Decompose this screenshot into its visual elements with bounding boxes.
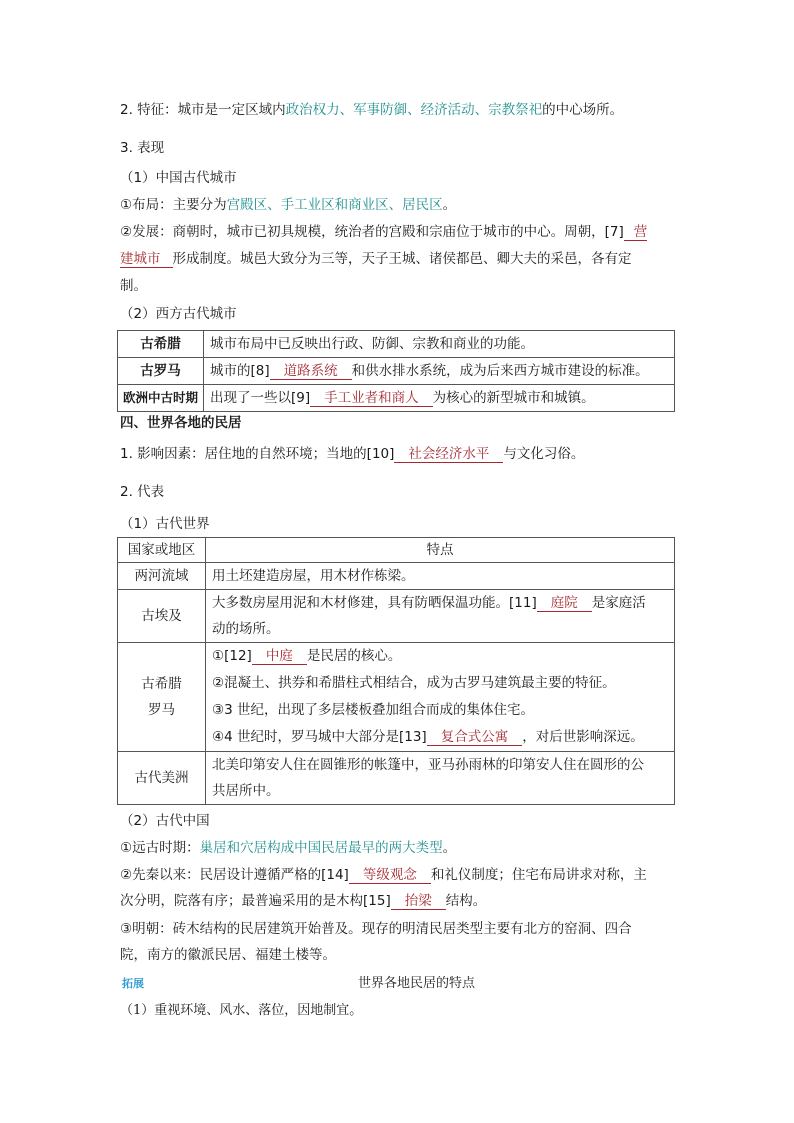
row-text: 大多数房屋用泥和木材修建，具有防晒保温功能。[11] 庭院 是家庭活 动的场所。: [206, 590, 675, 643]
row-label: 古代美洲: [118, 752, 206, 805]
answer-14: 等级观念: [349, 867, 431, 884]
answer-13: 复合式公寓: [427, 729, 523, 746]
table-row: [118, 331, 675, 358]
biaoxian-heading: 3. 表现: [120, 140, 165, 156]
ancient-world-heading: （1）古代世界: [120, 516, 210, 532]
row-label: 古埃及: [118, 590, 206, 643]
row-label: 古希腊: [118, 331, 204, 358]
row-text: 城市布局中已反映出行政、防御、宗教和商业的功能。: [204, 331, 675, 358]
table-row: [118, 385, 675, 412]
answer-8: 道路系统: [270, 363, 352, 380]
row-text: 用土坯建造房屋，用木材作栋梁。: [206, 563, 675, 590]
table-row: [118, 643, 675, 752]
dev-line-2: 建城市 形成制度。城邑大致分为三等，天子王城、诸侯都邑、卿大夫的采邑，各有定: [120, 251, 632, 267]
layout-line: ①布局：主要分为宫殿区、手工业区和商业区、居民区。: [120, 197, 457, 213]
header-region: 国家或地区: [118, 538, 206, 563]
answer-7-part1: 营: [624, 224, 648, 241]
tuozhan-title: 世界各地民居的特点: [358, 976, 476, 991]
row-label: 欧洲中古时期: [118, 385, 204, 412]
feature-line: 2. 特征：城市是一定区域内政治权力、军事防御、经济活动、宗教祭祀的中心场所。: [120, 102, 624, 118]
minju-heading: 四、世界各地的民居: [120, 415, 242, 431]
header-feature: 特点: [206, 538, 675, 563]
china-city-heading: （1）中国古代城市: [120, 170, 237, 186]
tuozhan-tag: 拓展: [122, 977, 144, 990]
table-row: [118, 752, 675, 805]
dev-line-3: 制。: [120, 278, 147, 294]
row-text: 北美印第安人住在圆锥形的帐篷中，亚马孙雨林的印第安人住在圆形的公 共居所中。: [206, 752, 675, 805]
preqin-line-2: 次分明，院落有序；最普遍采用的是木构[15] 抬梁 结构。: [120, 893, 487, 909]
row-label: 古希腊 罗马: [118, 643, 206, 752]
row-text: ①[12] 中庭 是民居的核心。 ②混凝土、拱券和希腊柱式相结合，成为古罗马建筑最主要的特征。 ③3 世纪，出现了多层楼板叠加组合而成的集体住宅。 ④4 世纪时，罗马城中大部分是[13] 复合式公寓 ，对后世影响深远。: [206, 643, 675, 752]
row-label: 两河流域: [118, 563, 206, 590]
ancient-china-heading: （2）古代中国: [120, 813, 210, 829]
answer-12: 中庭: [252, 648, 307, 665]
table-row: [118, 590, 675, 643]
west-city-table: [117, 330, 675, 412]
preqin-line-1: ②先秦以来：民居设计遵循严格的[14] 等级观念 和礼仪制度；住宅布局讲求对称，主: [120, 867, 647, 883]
row-text: 城市的[8] 道路系统 和供水排水系统，成为后来西方城市建设的标准。: [204, 358, 675, 385]
dev-line-1: ②发展：商朝时，城市已初具规模，统治者的宫殿和宗庙位于城市的中心。周朝，[7] 营: [120, 224, 648, 240]
daibiao-heading: 2. 代表: [120, 484, 165, 500]
remote-line: ①远古时期：巢居和穴居构成中国民居最早的两大类型。: [120, 840, 457, 856]
table-row: [118, 563, 675, 590]
table-row: [118, 358, 675, 385]
row-text: 出现了一些以[9] 手工业者和商人 为核心的新型城市和城镇。: [204, 385, 675, 412]
factor-line: 1. 影响因素：居住地的自然环境；当地的[10] 社会经济水平 与文化习俗。: [120, 446, 585, 462]
answer-10: 社会经济水平: [394, 446, 503, 463]
row-label: 古罗马: [118, 358, 204, 385]
ming-line-2: 院，南方的徽派民居、福建土楼等。: [120, 947, 336, 963]
tuozhan-item-1: （1）重视环境、风水、落位，因地制宜。: [120, 1003, 363, 1018]
ming-line-1: ③明朝：砖木结构的民居建筑开始普及。现存的明清民居类型主要有北方的窑洞、四合: [120, 921, 632, 937]
world-residence-table: [117, 537, 675, 805]
table-header-row: [118, 538, 675, 563]
answer-15: 抬梁: [391, 893, 446, 910]
west-city-heading: （2）西方古代城市: [120, 306, 237, 322]
answer-11: 庭院: [537, 595, 592, 612]
answer-7-part2: 建城市: [120, 251, 173, 268]
answer-9: 手工业者和商人: [310, 390, 433, 407]
